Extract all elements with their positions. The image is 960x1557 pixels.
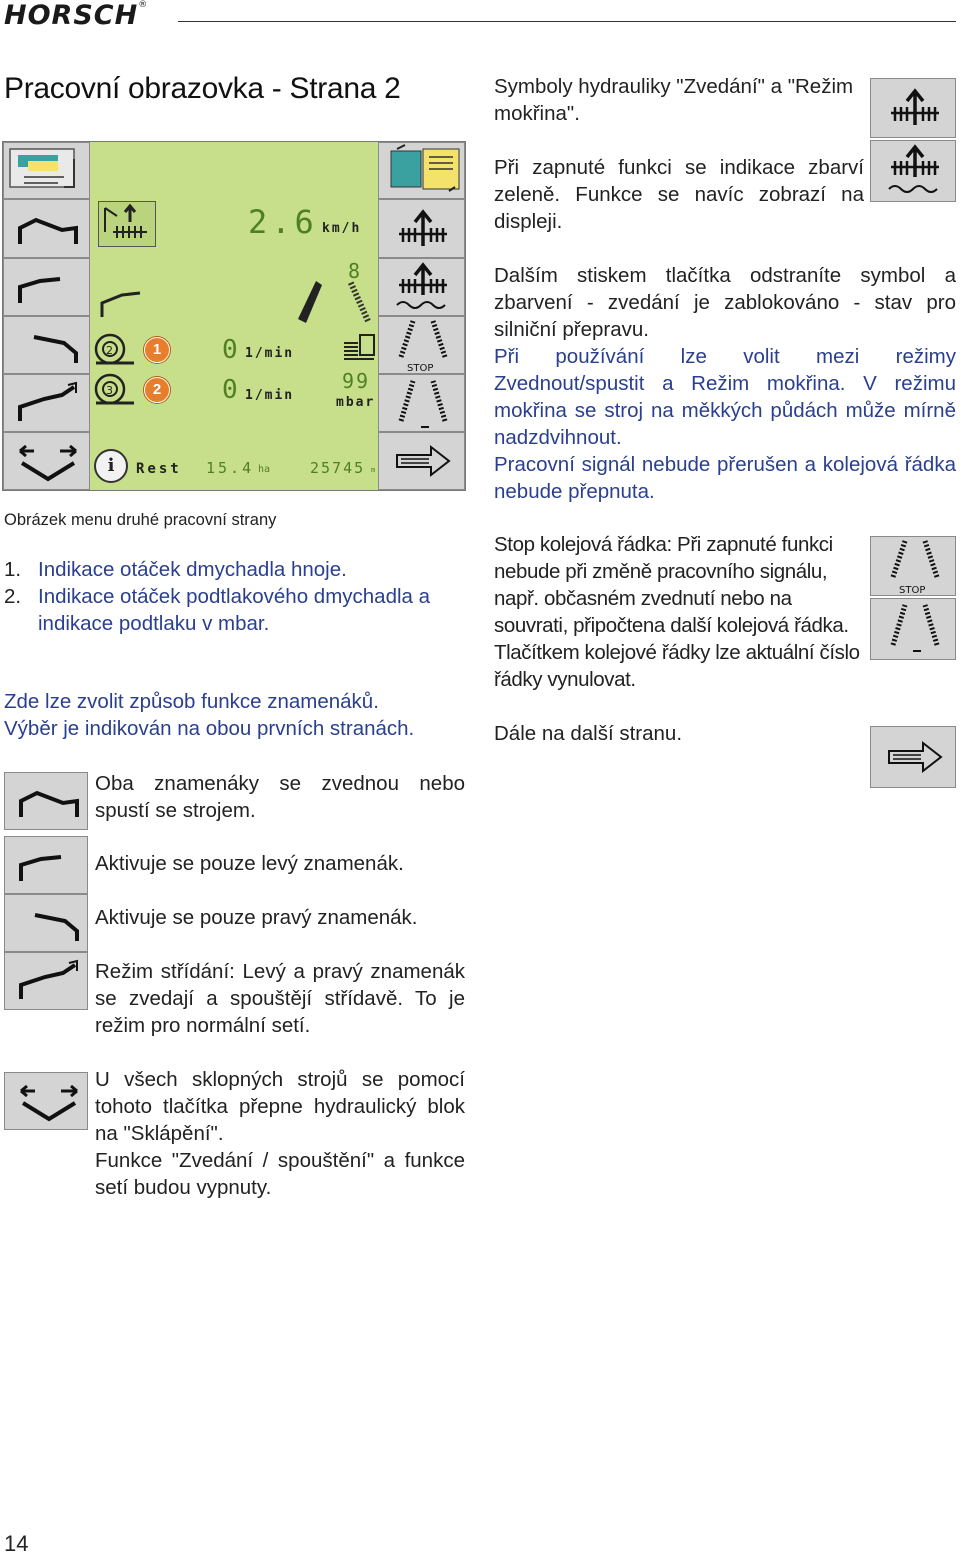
next-page-text: Dále na další stranu. xyxy=(494,722,683,745)
list-item: 1. Indikace otáček dmychadla hnoje. xyxy=(4,558,347,581)
speed-value: 2.6 xyxy=(248,203,318,241)
page-back-button[interactable] xyxy=(378,142,465,199)
pages-back-icon xyxy=(379,143,466,200)
fan-2-icon xyxy=(92,369,140,409)
hydraulic-signal-text: Pracovní signál nebude přerušen a kolejová řádka nebude přepnuta. xyxy=(494,453,956,503)
marker-left-icon xyxy=(5,837,89,895)
terminal-screen xyxy=(2,141,466,491)
marker-alternate-icon xyxy=(5,953,89,1011)
wetland-mode-icon xyxy=(871,141,957,203)
tramline-stop-icon xyxy=(379,317,466,375)
tramline-stop-button[interactable] xyxy=(870,536,956,596)
tramline-stop-button[interactable] xyxy=(378,316,465,374)
figure-caption: Obrázek menu druhé pracovní strany xyxy=(4,511,277,529)
fan-1-icon xyxy=(92,329,140,369)
seed-tank-icon xyxy=(340,331,380,363)
header-rule xyxy=(178,21,956,22)
tramline-stop-icon xyxy=(871,537,957,597)
distance-unit: m xyxy=(371,466,376,474)
fold-button[interactable] xyxy=(4,1072,88,1130)
distance-value: 25745 xyxy=(310,459,366,477)
hydraulic-off-text: Dalším stiskem tlačítka odstraníte symbol a zbarvení - zvedání je zablokováno - stav pro silniční přepravu. xyxy=(494,264,956,341)
markers-both-icon xyxy=(5,773,89,831)
wetland-mode-button[interactable] xyxy=(378,258,465,316)
brand-logo: HORSCH® xyxy=(4,0,149,31)
pages-icon xyxy=(4,143,91,200)
next-page-button[interactable] xyxy=(870,726,956,788)
hydraulic-lift-icon xyxy=(871,79,957,139)
rpm1-value: 0 xyxy=(222,335,238,365)
svg-text:STOP: STOP xyxy=(899,585,926,596)
marker-alternate-button[interactable] xyxy=(3,374,90,432)
tramline-reset-icon xyxy=(871,599,957,661)
hydraulic-lift-button[interactable] xyxy=(870,78,956,138)
tramline-reset-button[interactable] xyxy=(378,374,465,432)
hydraulic-modes-text: Při používání lze volit mezi režimy Zvednout/spustit a Režim mokřina. V režimu mokřina se stroj na měkkých půdách může mírně nadzdvihnout. xyxy=(494,345,956,449)
fold-button[interactable] xyxy=(3,432,90,490)
marker-right-icon xyxy=(4,317,91,375)
arrow-right-icon xyxy=(871,727,957,789)
badge-1: 1 xyxy=(144,337,170,363)
marker-left-text: Aktivuje se pouze levý znamenák. xyxy=(95,852,404,875)
row-value: 8 xyxy=(348,259,361,283)
list-item: 2. Indikace otáček podtlakového dmychadla a indikace podtlaku v mbar. xyxy=(4,585,431,635)
marker-left-button[interactable] xyxy=(3,258,90,316)
marker-alternate-icon xyxy=(4,375,91,433)
tramline-stop-text: Stop kolejová řádka: Při zapnuté funkci nebude při změně pracovního signálu, např. občasném zvednutí nebo na souvrati, připočtena další kolejová řádka. Tlačítkem kolejové řádky lze aktuální číslo řádky vynulovat. xyxy=(494,533,860,691)
info-icon: i xyxy=(94,449,128,483)
marker-right-text: Aktivuje se pouze pravý znamenák. xyxy=(95,906,418,929)
hydraulic-title: Symboly hydrauliky "Zvedání" a "Režim mokřina". xyxy=(494,75,854,125)
vacuum-unit: mbar xyxy=(336,395,376,410)
speed-unit: km/h xyxy=(322,221,362,236)
numbered-list xyxy=(4,556,474,637)
page-number: 14 xyxy=(4,1531,29,1556)
marker-right-button[interactable] xyxy=(4,894,88,952)
rpm2-value: 0 xyxy=(222,375,238,405)
markers-both-button[interactable] xyxy=(3,199,90,258)
markers-both-button[interactable] xyxy=(4,772,88,830)
marker-graphic xyxy=(100,241,380,341)
info-label: Rest xyxy=(136,461,182,477)
fold-text: U všech sklopných strojů se pomocí tohoto tlačítka přepne hydraulický blok na "Sklápění". Funkce "Zvedání / spouštění" a funkce setí budou vypnuty. xyxy=(95,1068,465,1199)
marker-intro: Zde lze zvolit způsob funkce znamenáků. Výběr je indikován na obou prvních stranách. xyxy=(4,690,415,740)
page-title: Pracovní obrazovka - Strana 2 xyxy=(4,72,401,105)
page-switch-button[interactable] xyxy=(3,142,90,199)
hydraulic-lift-icon xyxy=(379,200,466,259)
rpm2-unit: 1/min xyxy=(245,388,295,403)
vacuum-value: 99 xyxy=(342,369,371,393)
marker-alternate-button[interactable] xyxy=(4,952,88,1010)
wetland-mode-button[interactable] xyxy=(870,140,956,202)
svg-text:STOP: STOP xyxy=(407,363,434,374)
tramline-reset-icon xyxy=(379,375,466,433)
lcd-area xyxy=(90,199,382,491)
hydraulic-lift-button[interactable] xyxy=(378,199,465,258)
area-unit: ha xyxy=(258,464,271,475)
next-page-button[interactable] xyxy=(378,432,465,490)
svg-text:2: 2 xyxy=(106,344,113,357)
marker-right-icon xyxy=(5,895,89,953)
wetland-mode-icon xyxy=(379,259,466,317)
tramline-reset-button[interactable] xyxy=(870,598,956,660)
marker-both-text: Oba znamenáky se zvednou nebo spustí se strojem. xyxy=(95,772,465,822)
marker-left-icon xyxy=(4,259,91,317)
area-value: 15.4 xyxy=(206,459,255,477)
markers-both-icon xyxy=(4,200,91,259)
hydraulic-on-text: Při zapnuté funkci se indikace zbarví zeleně. Funkce se navíc zobrazí na displeji. xyxy=(494,156,864,233)
fold-icon xyxy=(5,1073,89,1131)
arrow-right-icon xyxy=(379,433,466,491)
marker-alternate-text: Režim střídání: Levý a pravý znamenák se zvedají a spouštějí střídavě. To je režim pro normální setí. xyxy=(95,960,465,1037)
marker-right-button[interactable] xyxy=(3,316,90,374)
badge-2: 2 xyxy=(144,377,170,403)
rpm1-unit: 1/min xyxy=(245,346,295,361)
fold-icon xyxy=(4,433,91,491)
marker-left-button[interactable] xyxy=(4,836,88,894)
svg-text:3: 3 xyxy=(106,384,113,397)
